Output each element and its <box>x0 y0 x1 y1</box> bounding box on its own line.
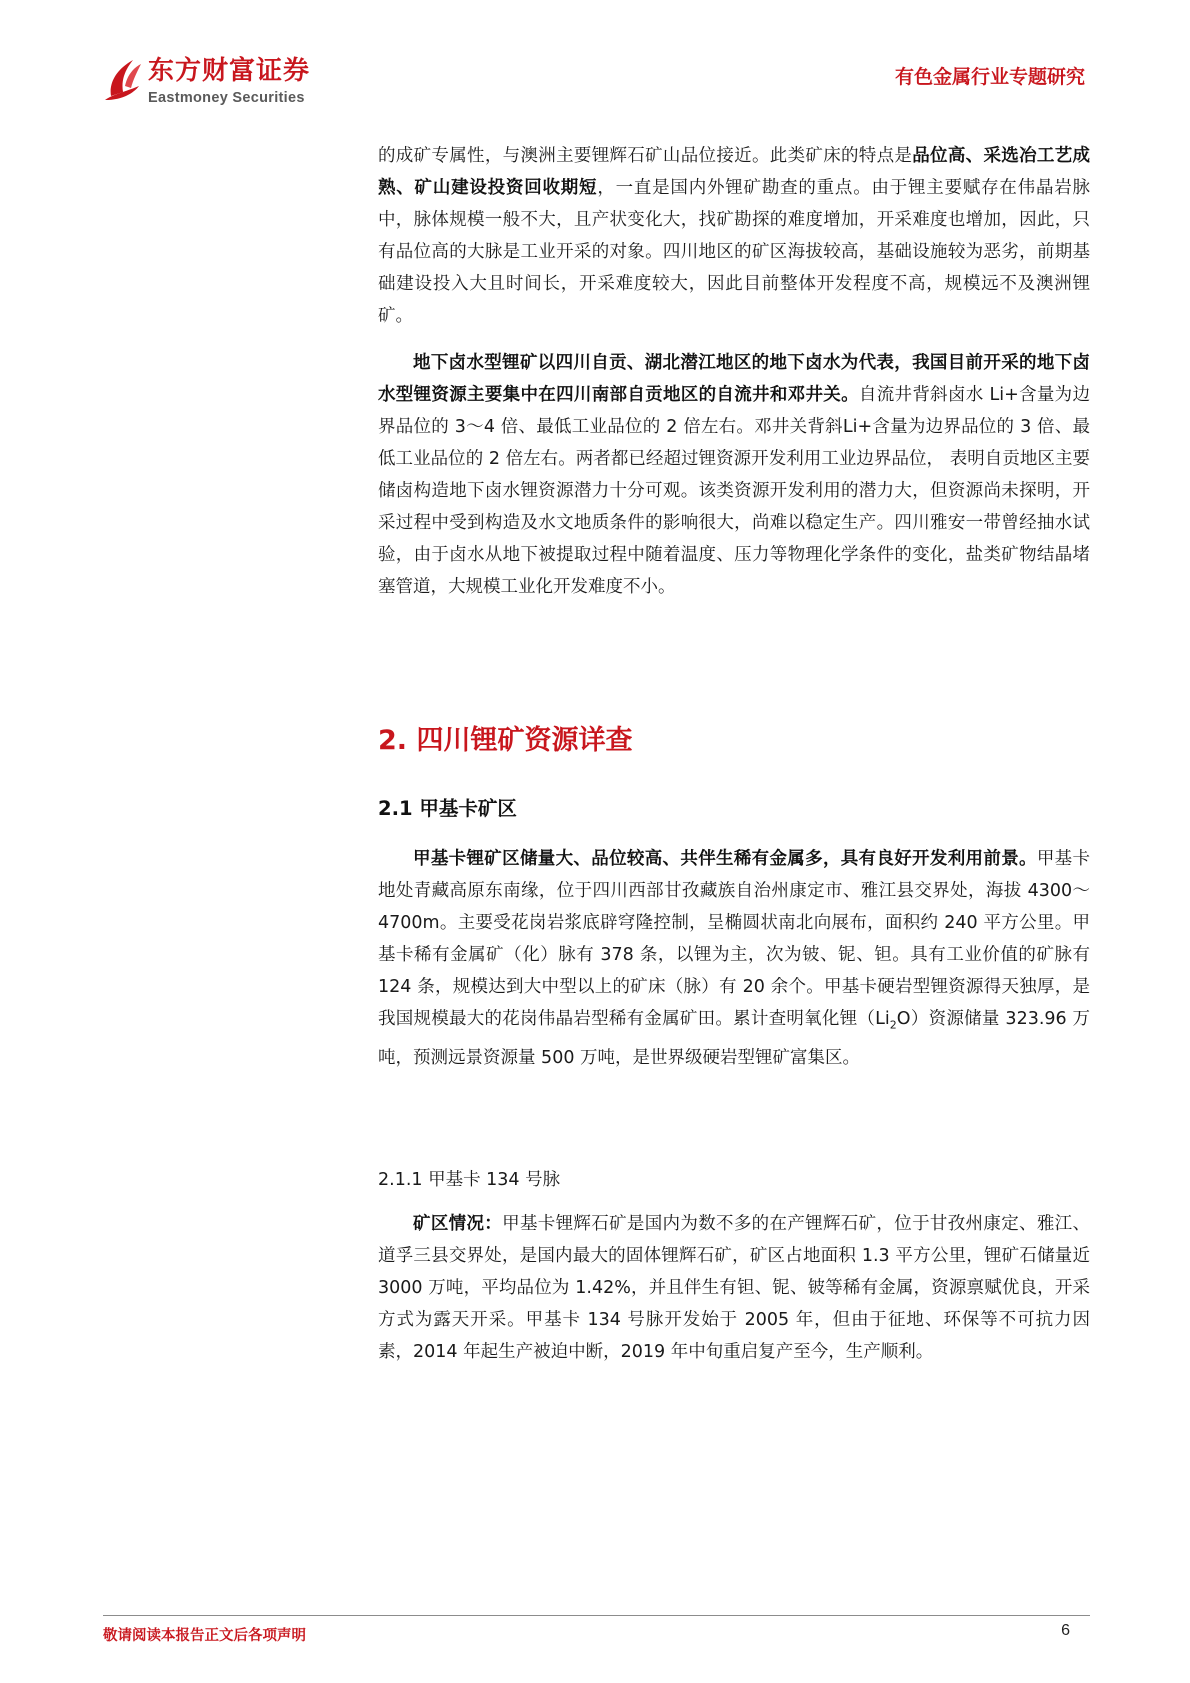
paragraph <box>378 140 1090 332</box>
eastmoney-logo-icon <box>103 56 143 102</box>
paragraph-bold-text: 品位高、采选冶工艺成熟、矿山建设投资回收期短 <box>378 146 1091 198</box>
paragraph-text: 甲基卡锂辉石矿是国内为数不多的在产锂辉石矿，位于甘孜州康定、雅江、道孚三县交界处，是国内最大的固体锂辉石矿，矿区占地面积 1.3 平方公里，锂矿石储量近 3000 万吨，平均品位为 1.42%，并且伴生有钽、铌、铍等稀有金属，资源禀赋优良，开采方式为露天开采。甲基卡 134 号脉开发始于 2005 年，但由于征地、环保等不可抗力因素，2014 年起生产被迫中断，2019 年中旬重启复产至今，生产顺利。 <box>378 1214 1091 1362</box>
brand-name-cn: 东方财富证券 <box>148 56 311 86</box>
subscript: 2 <box>889 1018 897 1032</box>
paragraph-text: ，一直是国内外锂矿勘查的重点。由于锂主要赋存在伟晶岩脉中，脉体规模一般不大，且产状变化大，找矿勘探的难度增加，开采难度也增加，因此，只有品位高的大脉是工业开采的对象。四川地区的矿区海拔较高，基础设施较为恶劣，前期基础建设投入大且时间长，开采难度较大，因此目前整体开发程度不高，规模远不及澳洲锂矿。 <box>378 178 1091 326</box>
sub-subsection-body <box>378 1208 1090 1368</box>
paragraph-text: 的成矿专属性，与澳洲主要锂辉石矿山品位接近。此类矿床的特点是 <box>378 146 913 166</box>
paragraph <box>378 1208 1090 1368</box>
section-1-continued <box>378 140 1090 603</box>
paragraph <box>378 347 1090 603</box>
paragraph-text: 自流井背斜卤水 Li+含量为边界品位的 3～4 倍、最低工业品位的 2 倍左右。邓井关背斜Li+含量为边界品位的 3 倍、最低工业品位的 2 倍左右。两者都已经超过锂资源开发利用工业边界品位， 表明自贡地区主要储卤构造地下卤水锂资源潜力十分可观。该类资源开发利用的潜力大，但资源尚未探明，开采过程中受到构造及水文地质条件的影响很大，尚难以稳定生产。四川雅安一带曾经抽水试验，由于卤水从地下被提取过程中随着温度、压力等物理化学条件的变化，盐类矿物结晶堵塞管道，大规模工业化开发难度不小。 <box>378 385 1090 597</box>
paragraph-text: O）资源储量 323.96 万吨，预测远景资源量 500 万吨，是世界级硬岩型锂矿富集区。 <box>378 1009 1090 1068</box>
page-header <box>0 0 1190 130</box>
subsection-body <box>378 843 1090 1074</box>
footer-disclaimer: 敬请阅读本报告正文后各项声明 <box>103 1628 306 1644</box>
paragraph <box>378 843 1090 1074</box>
sub-subsection-heading: 2.1.1 甲基卡 134 号脉 <box>378 1170 561 1190</box>
paragraph-bold-text: 矿区情况： <box>413 1214 503 1234</box>
footer-divider <box>103 1615 1090 1616</box>
paragraph-bold-text: 甲基卡锂矿区储量大、品位较高、共伴生稀有金属多，具有良好开发利用前景。 <box>413 849 1037 869</box>
brand-name-en: Eastmoney Securities <box>148 90 305 106</box>
report-type-label: 有色金属行业专题研究 <box>894 66 1085 88</box>
paragraph-text: 甲基卡地处青藏高原东南缘，位于四川西部甘孜藏族自治州康定市、雅江县交界处，海拔 4300～4700m。主要受花岗岩浆底辟穹隆控制，呈椭圆状南北向展布，面积约 240 平方公里。甲基卡稀有金属矿（化）脉有 378 条，以锂为主，次为铍、铌、钽。具有工业价值的矿脉有 124 条，规模达到大中型以上的矿床（脉）有 20 余个。甲基卡硬岩型锂资源得天独厚，是我国规模最大的花岗伟晶岩型稀有金属矿田。累计查明氧化锂（Li <box>378 849 1091 1029</box>
section-heading: 2. 四川锂矿资源详查 <box>378 725 633 756</box>
subsection-heading: 2.1 甲基卡矿区 <box>378 797 517 820</box>
page-number: 6 <box>1061 1622 1070 1639</box>
paragraph-bold-text: 地下卤水型锂矿以四川自贡、湖北潜江地区的地下卤水为代表，我国目前开采的地下卤水型锂资源主要集中在四川南部自贡地区的自流井和邓井关。 <box>378 353 1090 405</box>
